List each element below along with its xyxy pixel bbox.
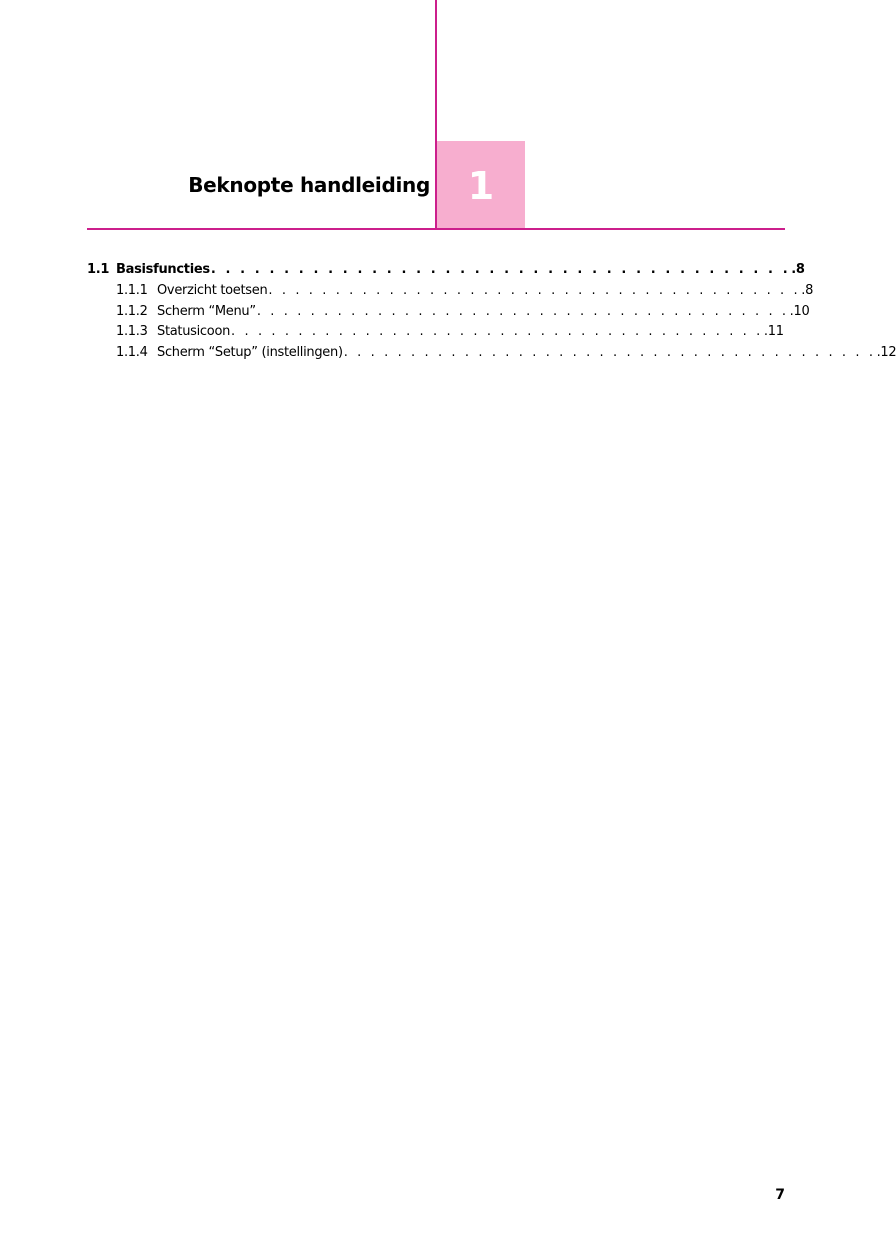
toc-entry-1-1-4[interactable] [87, 343, 896, 364]
toc-entry-page: .11 [763, 324, 784, 340]
toc-dot-leader: . . . . . . . . . . . . . . . . . . . . . . . . . . . . . . . . . . . . . . . . [256, 303, 789, 319]
toc-entry-1-1-2[interactable] [87, 302, 810, 323]
toc-dot-leader: . . . . . . . . . . . . . . . . . . . . . . . . . . . . . . . . . . . . . . . . [343, 345, 876, 361]
toc-dot-leader: . . . . . . . . . . . . . . . . . . . . . . . . . . . . . . . . . . . . . . . . [231, 324, 763, 340]
toc-entry-title: Scherm “Setup” (instellingen) [157, 345, 343, 361]
toc-entry-page: .8 [791, 262, 805, 277]
chapter-number: 1 [467, 163, 495, 208]
page-number: 7 [775, 1187, 785, 1203]
toc-entry-title: Scherm “Menu” [157, 303, 256, 319]
toc-entry-1-1-1[interactable] [87, 281, 814, 302]
chapter-title: Beknopte handleiding [188, 173, 430, 197]
toc-entry-number: 1.1.2 [116, 303, 148, 319]
chapter-number-box [437, 141, 525, 228]
toc-entry-title: Statusicoon [157, 324, 231, 340]
toc-entry-1-1-3[interactable] [87, 322, 784, 343]
toc-entry-title: Overzicht toetsen [157, 282, 268, 298]
toc-entry-title: Basisfuncties [116, 262, 210, 277]
chapter-horizontal-rule [87, 228, 785, 230]
toc-entry-page: .12 [876, 345, 896, 361]
toc-dot-leader: . . . . . . . . . . . . . . . . . . . . . . . . . . . . . . . . . . . . . . . . [268, 282, 801, 298]
toc-entry-1-1[interactable] [87, 260, 805, 281]
toc-entry-number: 1.1.4 [116, 345, 148, 361]
table-of-contents [87, 260, 896, 364]
toc-entry-number: 1.1.1 [116, 282, 148, 298]
toc-entry-number: 1.1.3 [116, 324, 148, 340]
toc-entry-page: .8 [801, 282, 814, 298]
toc-entry-number: 1.1 [87, 262, 110, 277]
toc-entry-page: .10 [789, 303, 810, 319]
toc-dot-leader: . . . . . . . . . . . . . . . . . . . . . . . . . . . . . . . . . . . . . . . . [210, 262, 791, 277]
